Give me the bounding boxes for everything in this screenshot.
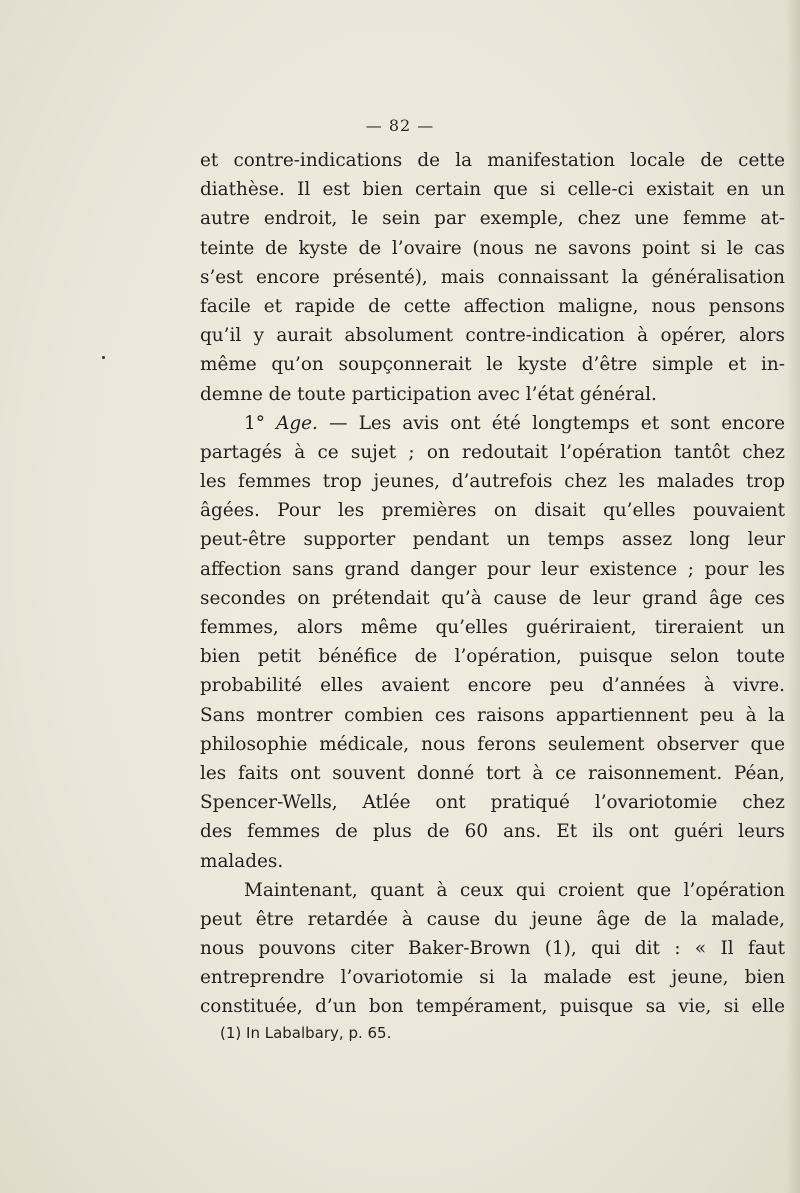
text-line: nous pouvons citer Baker-Brown (1), qui dit : « Il faut xyxy=(200,938,785,960)
text-line: partagés à ce sujet ; on redoutait l’opération tantôt chez xyxy=(200,441,785,463)
text-line: bien petit bénéfice de l’opération, puisque selon toute xyxy=(200,646,785,668)
text-line: des femmes de plus de 60 ans. Et ils ont guéri leurs xyxy=(200,821,785,843)
text-line: et contre-indications de la manifestation locale de cette xyxy=(200,150,785,171)
text-line: peut être retardée à cause du jeune âge de la malade, xyxy=(200,908,785,930)
text-line: probabilité elles avaient encore peu d’années à vivre. xyxy=(200,675,785,697)
text-line: facile et rapide de cette affection maligne, nous pensons xyxy=(200,295,785,317)
section-title: Age. xyxy=(276,412,318,434)
footnote: (1) In Labalbary, p. 65. xyxy=(220,1024,392,1042)
text-line: philosophie médicale, nous ferons seulement observer que xyxy=(200,733,785,755)
text-line: malades. xyxy=(200,850,284,872)
text-line: Sans montrer combien ces raisons appartiennent peu à la xyxy=(200,704,785,726)
text-line: affection sans grand danger pour leur existence ; pour les xyxy=(200,558,785,580)
section-line xyxy=(200,409,785,438)
text-line: Spencer-Wells, Atlée ont pratiqué l’ovariotomie chez xyxy=(200,792,785,814)
text-line: qu’il y aurait absolument contre-indication à opérer, alors xyxy=(200,325,785,347)
text-line: teinte de kyste de l’ovaire (nous ne savons point si le cas xyxy=(200,237,785,259)
text-line: secondes on prétendait qu’à cause de leur grand âge ces xyxy=(200,587,785,609)
text-line: s’est encore présenté), mais connaissant la généralisation xyxy=(200,266,785,288)
ink-speck xyxy=(102,356,105,359)
text-line: Maintenant, quant à ceux qui croient que l’opération xyxy=(244,879,785,901)
text-line: diathèse. Il est bien certain que si celle-ci existait en un xyxy=(200,179,785,201)
text-line: autre endroit, le sein par exemple, chez une femme at- xyxy=(200,208,785,230)
text-line: entreprendre l’ovariotomie si la malade est jeune, bien xyxy=(200,967,785,989)
body-text xyxy=(200,146,785,1022)
text-line: âgées. Pour les premières on disait qu’elles pouvaient xyxy=(200,500,785,522)
page-number: — 82 — xyxy=(365,116,435,135)
text-line: les femmes trop jeunes, d’autrefois chez les malades trop xyxy=(200,471,785,493)
text-line: les faits ont souvent donné tort à ce raisonnement. Péan, xyxy=(200,762,785,784)
text-line: même qu’on soupçonnerait le kyste d’être simple et in- xyxy=(200,354,785,376)
section-number: 1° xyxy=(244,412,265,434)
text-line: peut-être supporter pendant un temps assez long leur xyxy=(200,529,785,551)
text-line: constituée, d’un bon tempérament, puisque sa vie, si elle xyxy=(200,996,785,1018)
text-line: femmes, alors même qu’elles guériraient, tireraient un xyxy=(200,617,785,638)
text-line: demne de toute participation avec l’état général. xyxy=(200,383,657,405)
text-line: — Les avis ont été longtemps et sont encore xyxy=(329,412,785,434)
page-edge-shadow xyxy=(786,0,800,1193)
